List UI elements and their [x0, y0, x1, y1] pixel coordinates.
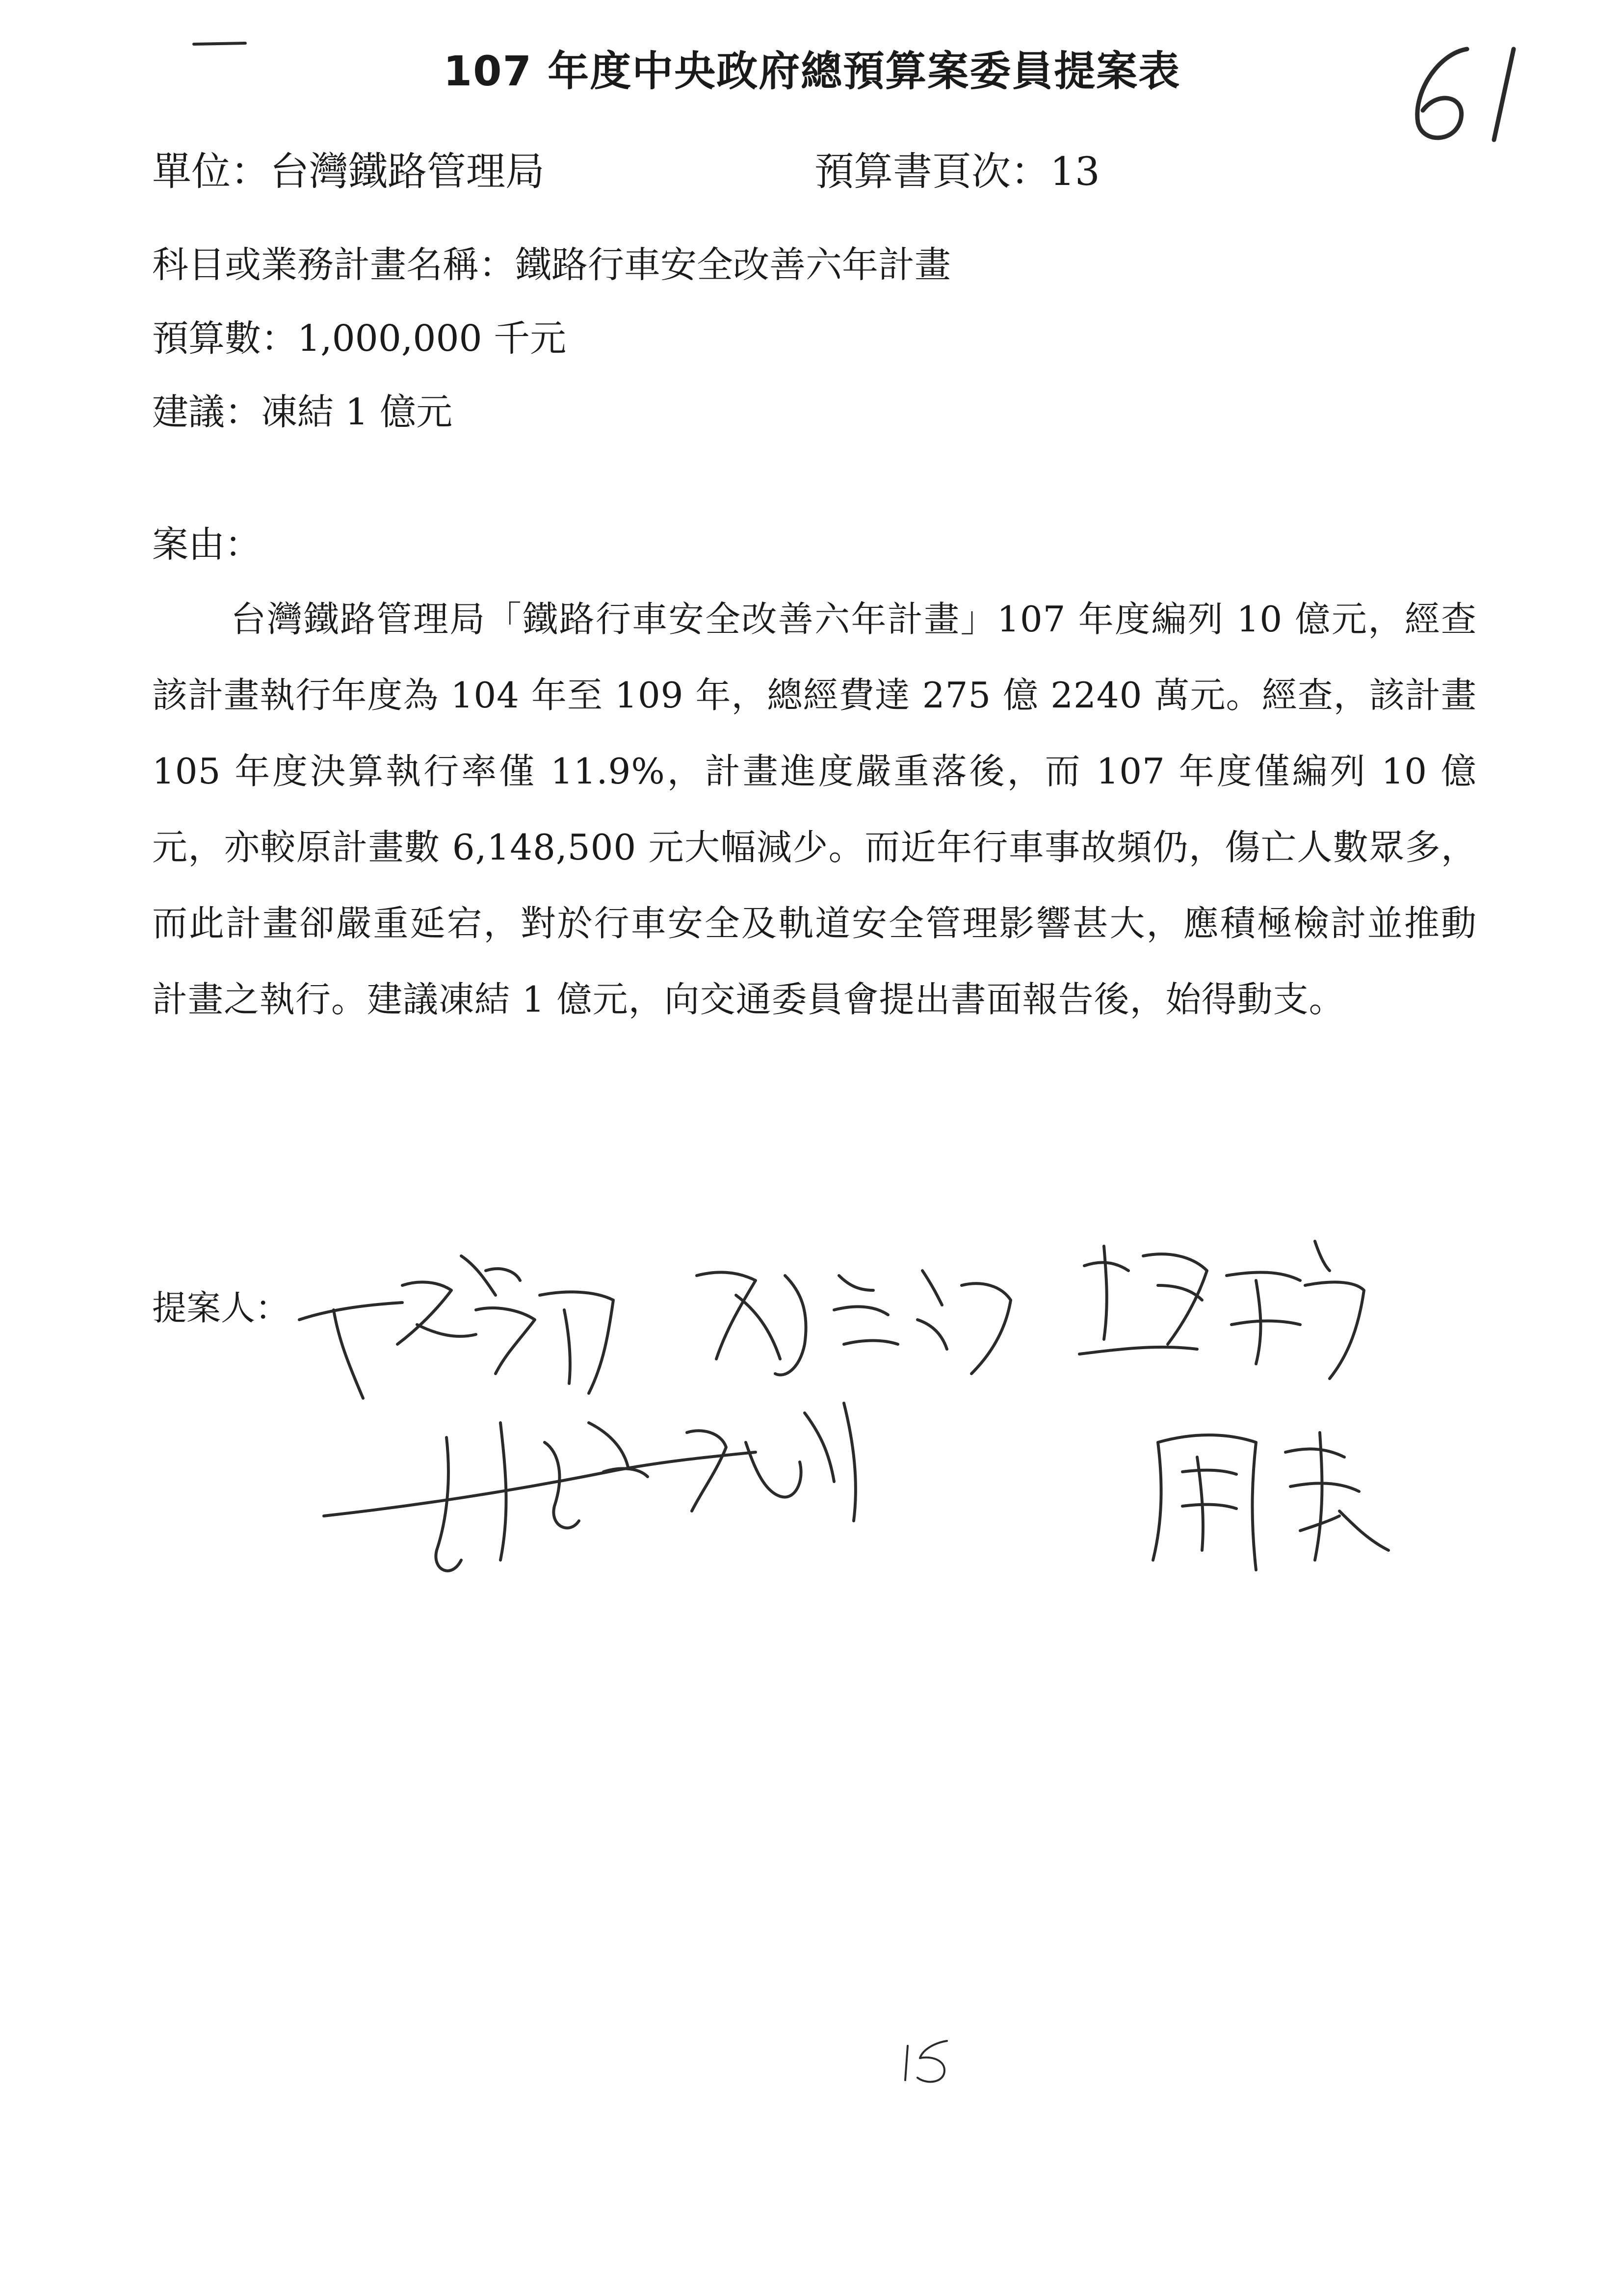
suggestion-field: 建議：凍結 1 億元 [152, 391, 453, 433]
page-title: 107 年度中央政府總預算案委員提案表 [443, 47, 1181, 95]
signature-2 [687, 1246, 1030, 1393]
budget-page-field: 預算書頁次：13 [814, 149, 1100, 194]
reason-body: 台灣鐵路管理局「鐵路行車安全改善六年計畫」107 年度編列 10 億元，經查該計畫執行年度為 104 年至 109 年，總經費達 275 億 2240 萬元。經查，該計畫 105 年度決算執行率僅 11.9%，計畫進度嚴重落後，而 107 年度僅編列 10 億元，亦較原計畫數 6,148,500 元大幅減少。而近年行車事故頻仍，傷亡人數眾多，而此計畫卻嚴重延宕，對於行車安全及軌道安全管理影響甚大，應積極檢討並推動計畫之執行。建議凍結 1 億元，向交通委員會提出書面報告後，始得動支。 [152, 599, 1477, 1020]
proposer-label: 提案人： [152, 1288, 289, 1328]
handwritten-page-mark [1403, 39, 1531, 147]
signature-4 [314, 1393, 878, 1599]
handwritten-footer-mark [898, 2031, 957, 2090]
reason-label: 案由： [152, 523, 261, 566]
signature-5 [1143, 1413, 1408, 1590]
unit-field: 單位：台灣鐵路管理局 [152, 149, 545, 194]
budget-amount-field: 預算數：1,000,000 千元 [152, 317, 567, 360]
signature-3 [1070, 1226, 1374, 1393]
signature-1 [289, 1236, 633, 1413]
item-name-field: 科目或業務計畫名稱：鐵路行車安全改善六年計畫 [152, 244, 951, 286]
